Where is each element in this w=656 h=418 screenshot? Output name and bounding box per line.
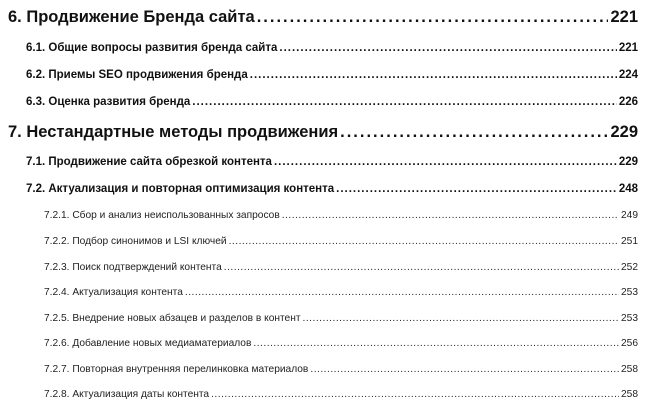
dot-leader bbox=[253, 338, 619, 349]
toc-page-number: 258 bbox=[621, 364, 638, 375]
dot-leader bbox=[257, 8, 609, 27]
toc-entry-6-3[interactable] bbox=[26, 96, 638, 108]
toc-entry-label: 7.2.2. Подбор синонимов и LSI ключей bbox=[44, 236, 227, 247]
toc-entry-7-2-4[interactable] bbox=[44, 287, 638, 298]
toc-page-number: 258 bbox=[621, 389, 638, 400]
toc-entry-label: 7.2.6. Добавление новых медиаматериалов bbox=[44, 338, 252, 349]
toc-entry-7-1[interactable] bbox=[26, 156, 638, 168]
toc-entry-7-2-7[interactable] bbox=[44, 364, 638, 375]
toc-page-number: 226 bbox=[618, 96, 638, 108]
toc-page-number: 249 bbox=[621, 210, 638, 221]
toc-entry-6[interactable] bbox=[8, 8, 638, 27]
dot-leader bbox=[250, 69, 617, 81]
toc-entry-label: 7.1. Продвижение сайта обрезкой контента bbox=[26, 156, 272, 168]
toc-entry-7-2-8[interactable] bbox=[44, 389, 638, 400]
toc-entry-label: 7.2. Актуализация и повторная оптимизация контента bbox=[26, 183, 335, 195]
dot-leader bbox=[282, 210, 619, 221]
toc-page-number: 251 bbox=[621, 236, 638, 247]
dot-leader bbox=[340, 123, 608, 142]
dot-leader bbox=[224, 262, 619, 273]
toc-page-number: 221 bbox=[618, 42, 638, 54]
toc-entry-6-1[interactable] bbox=[26, 42, 638, 54]
dot-leader bbox=[274, 156, 617, 168]
dot-leader bbox=[310, 364, 619, 375]
toc-page-number: 256 bbox=[621, 338, 638, 349]
dot-leader bbox=[336, 183, 617, 195]
toc-page-number: 248 bbox=[618, 183, 638, 195]
toc-entry-7-2-1[interactable] bbox=[44, 210, 638, 221]
toc-page-number: 224 bbox=[618, 69, 638, 81]
toc-entry-label: 7.2.8. Актуализация даты контента bbox=[44, 389, 210, 400]
toc-entry-7-2[interactable] bbox=[26, 183, 638, 195]
dot-leader bbox=[185, 287, 619, 298]
toc-entry-label: 7.2.5. Внедрение новых абзацев и разделов в контент bbox=[44, 313, 301, 324]
toc-entry-label: 6.3. Оценка развития бренда bbox=[26, 96, 191, 108]
toc-page-number: 253 bbox=[621, 313, 638, 324]
toc-page-number: 221 bbox=[610, 8, 638, 26]
toc-entry-label: 6.1. Общие вопросы развития бренда сайта bbox=[26, 42, 278, 54]
toc-page-number: 229 bbox=[618, 156, 638, 168]
toc-entry-7-2-5[interactable] bbox=[44, 313, 638, 324]
toc-entry-7[interactable] bbox=[8, 123, 638, 142]
toc-entry-7-2-6[interactable] bbox=[44, 338, 638, 349]
dot-leader bbox=[303, 313, 619, 324]
toc-page-number: 229 bbox=[610, 123, 638, 141]
toc-entry-label: 7.2.4. Актуализация контента bbox=[44, 287, 183, 298]
toc-page-number: 253 bbox=[621, 287, 638, 298]
toc-entry-label: 7.2.1. Сбор и анализ неиспользованных запросов bbox=[44, 210, 280, 221]
toc-page-number: 252 bbox=[621, 262, 638, 273]
toc-entry-label: 6. Продвижение Бренда сайта bbox=[8, 8, 255, 26]
dot-leader bbox=[211, 389, 619, 400]
toc-entry-label: 7. Нестандартные методы продвижения bbox=[8, 123, 339, 141]
toc-entry-label: 7.2.3. Поиск подтверждений контента bbox=[44, 262, 222, 273]
dot-leader bbox=[229, 236, 619, 247]
toc-entry-7-2-3[interactable] bbox=[44, 262, 638, 273]
dot-leader bbox=[279, 42, 616, 54]
toc-entry-6-2[interactable] bbox=[26, 69, 638, 81]
dot-leader bbox=[192, 96, 617, 108]
toc-entry-label: 6.2. Приемы SEO продвижения бренда bbox=[26, 69, 248, 81]
toc-entry-label: 7.2.7. Повторная внутренняя перелинковка материалов bbox=[44, 364, 309, 375]
toc-entry-7-2-2[interactable] bbox=[44, 236, 638, 247]
